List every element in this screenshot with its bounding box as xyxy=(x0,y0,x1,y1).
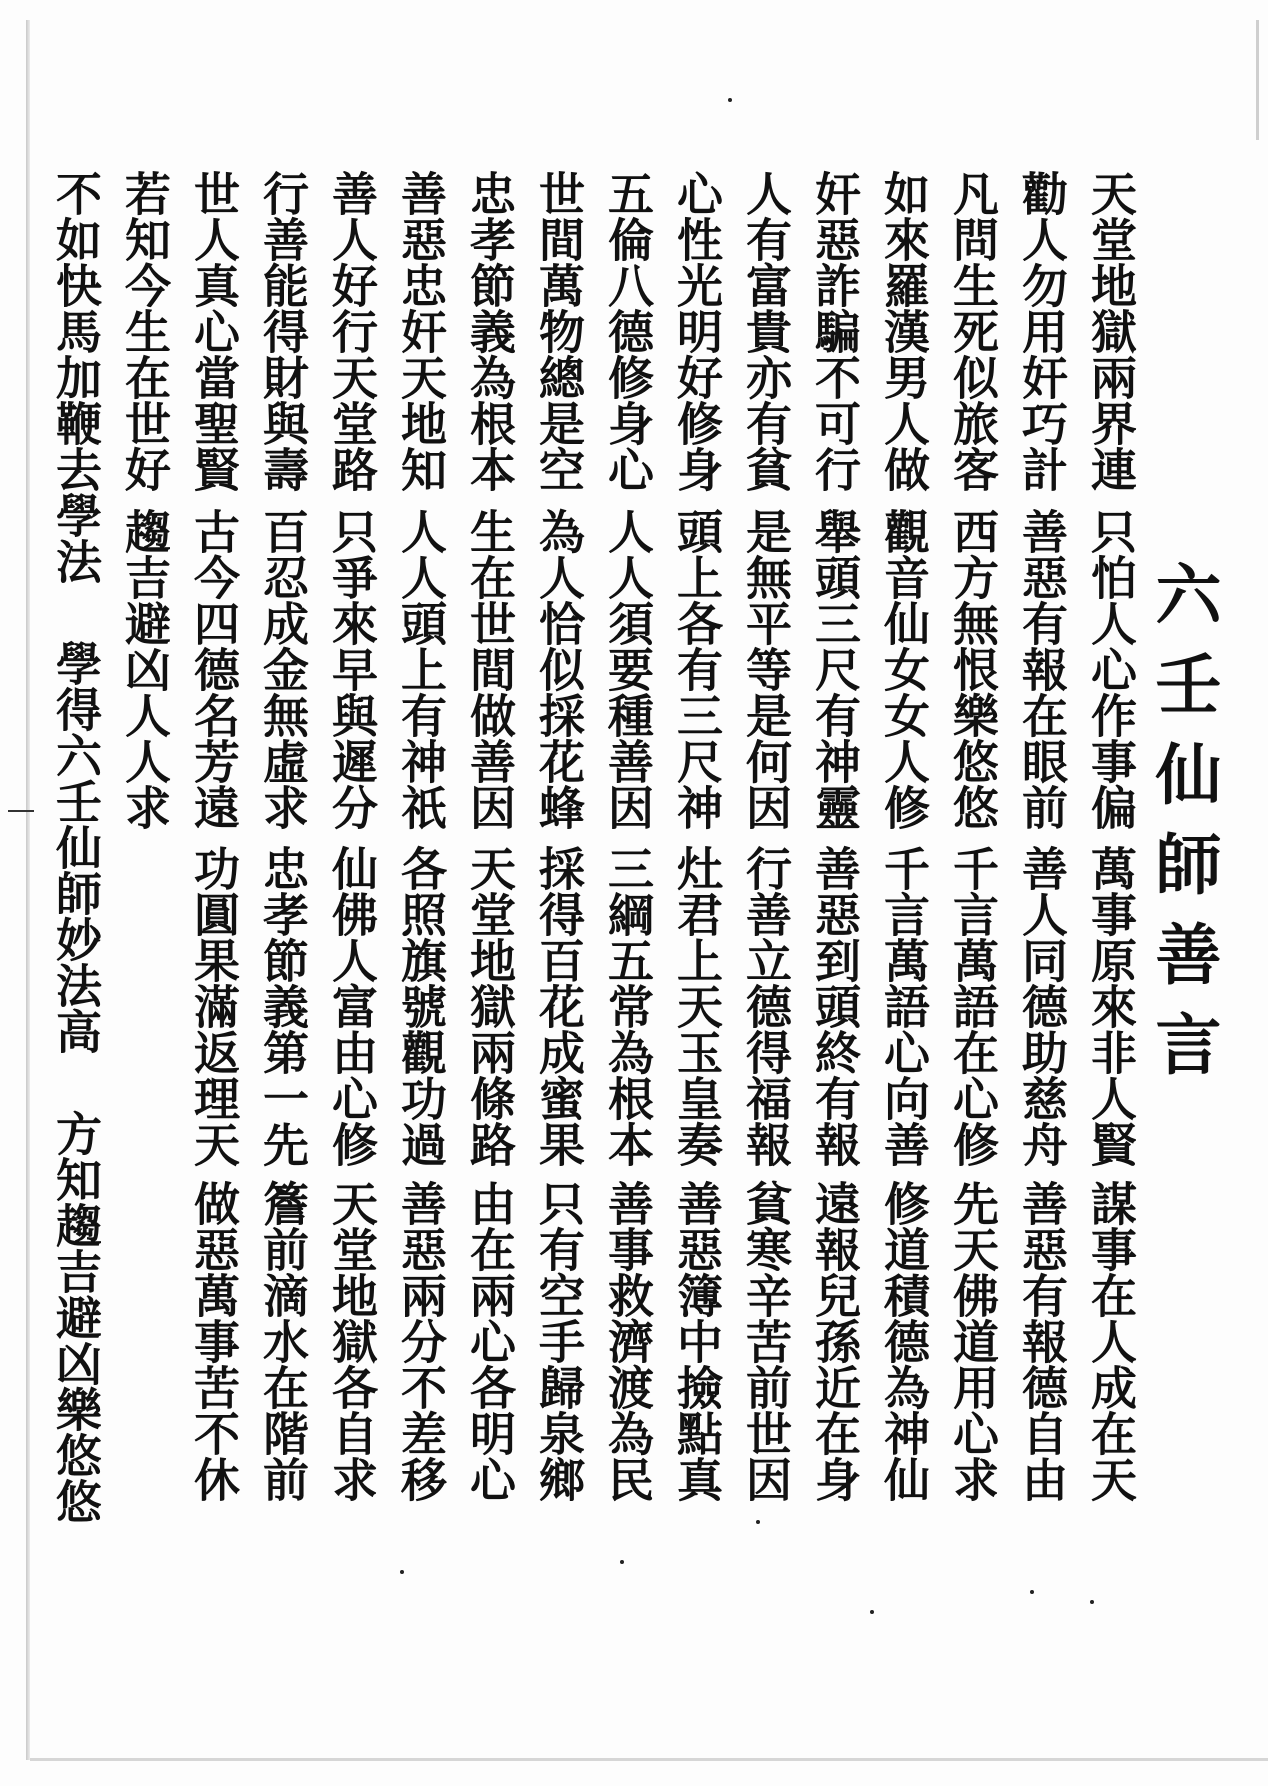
scan-speck xyxy=(728,98,732,102)
verse-line: 不如快馬加鞭去學法 xyxy=(49,170,103,584)
verse-line: 天堂地獄各自求 xyxy=(325,1180,379,1502)
verse-line: 勸人勿用奸巧計 xyxy=(1015,170,1069,492)
verse-line: 三綱五常為根本 xyxy=(601,845,655,1167)
verse-line: 善惡到頭終有報 xyxy=(808,845,862,1167)
verse-line: 觀音仙女女人修 xyxy=(877,508,931,830)
verse-line: 是無平等是何因 xyxy=(739,508,793,830)
verse-line: 為人恰似採花蜂 xyxy=(532,508,586,830)
verse-line: 方知趨吉避凶樂悠悠 xyxy=(49,1110,103,1524)
scan-speck xyxy=(620,1560,624,1564)
verse-line: 遠報兒孫近在身 xyxy=(808,1180,862,1502)
verse-line: 五倫八德修身心 xyxy=(601,170,655,492)
verse-line: 行善立德得福報 xyxy=(739,845,793,1167)
scan-speck xyxy=(1030,1590,1034,1594)
verse-line: 善惡有報在眼前 xyxy=(1015,508,1069,830)
scan-left-edge xyxy=(26,20,30,1760)
verse-line: 千言萬語心向善 xyxy=(877,845,931,1167)
verse-line: 善惡簿中撿點真 xyxy=(670,1180,724,1502)
scan-speck xyxy=(870,1610,874,1614)
verse-line: 由在兩心各明心 xyxy=(463,1180,517,1502)
verse-line: 灶君上天玉皇奏 xyxy=(670,845,724,1167)
verse-line: 仙佛人富由心修 xyxy=(325,845,379,1167)
verse-line: 西方無恨樂悠悠 xyxy=(946,508,1000,830)
verse-line: 善事救濟渡為民 xyxy=(601,1180,655,1502)
verse-line: 學得六壬仙師妙法高 xyxy=(49,640,103,1054)
verse-line: 各照旗號觀功過 xyxy=(394,845,448,1167)
verse-line: 善惡兩分不差移 xyxy=(394,1180,448,1502)
verse-line: 做惡萬事苦不休 xyxy=(187,1180,241,1502)
margin-mark xyxy=(8,810,34,812)
verse-line: 世間萬物總是空 xyxy=(532,170,586,492)
verse-line: 功圓果滿返理天 xyxy=(187,845,241,1167)
verse-line: 簷前滴水在階前 xyxy=(256,1180,310,1502)
verse-line: 忠孝節義為根本 xyxy=(463,170,517,492)
verse-line: 只爭來早與遲分 xyxy=(325,508,379,830)
verse-line: 萬事原來非人賢 xyxy=(1084,845,1138,1167)
verse-line: 凡問生死似旅客 xyxy=(946,170,1000,492)
verse-line: 只怕人心作事偏 xyxy=(1084,508,1138,830)
verse-line: 善人同德助慈舟 xyxy=(1015,845,1069,1167)
verse-line: 忠孝節義第一先 xyxy=(256,845,310,1167)
verse-line: 世人真心當聖賢 xyxy=(187,170,241,492)
verse-line: 人有富貴亦有貧 xyxy=(739,170,793,492)
verse-line: 採得百花成蜜果 xyxy=(532,845,586,1167)
verse-line: 百忍成金無虛求 xyxy=(256,508,310,830)
verse-line: 人人須要種善因 xyxy=(601,508,655,830)
verse-line: 人人頭上有神祇 xyxy=(394,508,448,830)
verse-line: 貧寒辛苦前世因 xyxy=(739,1180,793,1502)
verse-line: 天堂地獄兩界連 xyxy=(1084,170,1138,492)
page-title: 六壬仙師善言 xyxy=(1144,560,1222,1100)
verse-line: 古今四德名芳遠 xyxy=(187,508,241,830)
verse-line: 善人好行天堂路 xyxy=(325,170,379,492)
verse-line: 行善能得財與壽 xyxy=(256,170,310,492)
verse-line: 先天佛道用心求 xyxy=(946,1180,1000,1502)
verse-line: 善惡忠奸天地知 xyxy=(394,170,448,492)
verse-line: 趨吉避凶人人求 xyxy=(118,508,172,830)
verse-line: 天堂地獄兩條路 xyxy=(463,845,517,1167)
scan-speck xyxy=(756,1520,760,1524)
verse-line: 頭上各有三尺神 xyxy=(670,508,724,830)
verse-line: 只有空手歸泉鄉 xyxy=(532,1180,586,1502)
scan-bottom-edge xyxy=(30,1758,1268,1761)
verse-line: 謀事在人成在天 xyxy=(1084,1180,1138,1502)
scan-right-edge xyxy=(1256,20,1259,140)
verse-line: 千言萬語在心修 xyxy=(946,845,1000,1167)
verse-line: 若知今生在世好 xyxy=(118,170,172,492)
verse-line: 奸惡詐騙不可行 xyxy=(808,170,862,492)
scan-speck xyxy=(1090,1600,1094,1604)
verse-line: 善惡有報德自由 xyxy=(1015,1180,1069,1502)
verse-line: 心性光明好修身 xyxy=(670,170,724,492)
verse-line: 修道積德為神仙 xyxy=(877,1180,931,1502)
scan-speck xyxy=(400,1570,404,1574)
verse-line: 舉頭三尺有神靈 xyxy=(808,508,862,830)
verse-line: 如來羅漢男人做 xyxy=(877,170,931,492)
verse-line: 生在世間做善因 xyxy=(463,508,517,830)
